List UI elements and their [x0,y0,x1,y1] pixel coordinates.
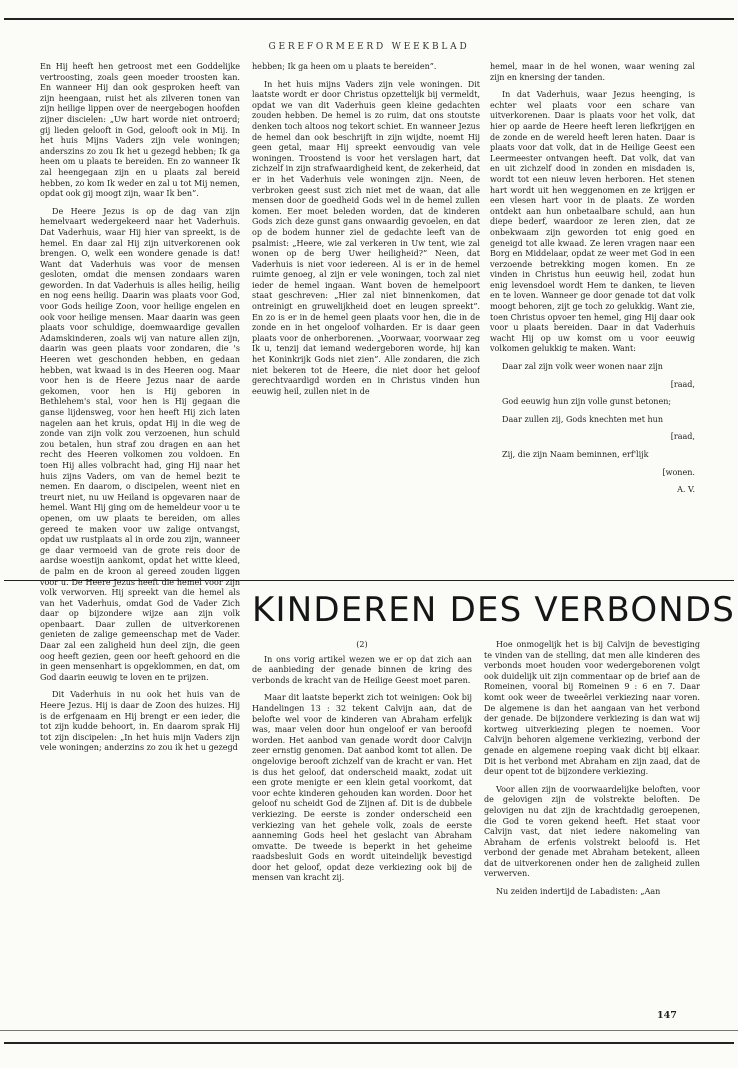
section-rule [4,580,734,581]
paragraph: In ons vorig artikel wezen we er op dat zich aan de aanbieding der genade binnen de kring des verbonds de kracht van de Heilige Geest moet paren. [252,654,472,685]
top-rule [4,18,734,20]
scan-edge-line [0,1030,738,1031]
poem-line: Daar zullen zij, Gods knechten met hun [502,414,664,424]
column-1 [40,62,240,1024]
article-title: KINDEREN DES VERBONDS [252,590,736,630]
poem-line-end: [wonen. [662,467,695,477]
article-column-right [484,640,700,1026]
article-column-left [252,640,472,1026]
paragraph: Voor allen zijn de voorwaardelijke beloften, voor de gelovigen zijn de volstrekte beloften. De gelovigen nu dat zijn de krachtdadig geroepenen, die God te voren gekend heeft. Het staat voor Calvijn vast, dat niet iedere nakomeling van Abraham de erfenis volstrekt beloofd is. Het verbond der genade met Abraham betekent, alleen dat de uitverkorenen onder hen de zaligheid zullen verwerven. [484,784,700,879]
paragraph: In dat Vaderhuis, waar Jezus heenging, is echter wel plaats voor een schare van uitverkorenen. Daar is plaats voor het volk, dat hier op aarde de Heere heeft leren liefkrijgen en de zonde en de wereld heeft leren haten. Daar is plaats voor dat volk, dat in de Heilige Geest een Leermeester ontvangen heeft. Dat volk, dat van en uit zichzelf dood in zonden en misdaden is, wordt tot een nieuw leven herboren. Het stenen hart wordt uit hen weggenomen en ze krijgen er een vlesen hart voor in de plaats. Ze worden ontdekt aan hun onbetaalbare schuld, aan hun diepe bederf, waardoor ze leren zien, dat ze onbekwaam zijn geworden tot enig goed en geneigd tot alle kwaad. Ze leren vragen naar een Borg en Middelaar, opdat ze weer met God in een verzoende betrekking mogen komen. En ze vinden in Christus hun eeuwig heil, zodat hun enig levensdoel wordt Hem te danken, te lieven en te loven. Wanneer ge door genade tot dat volk moogt behoren, zijt ge toch zo gelukkig. Want zie, toen Christus opvoer ten hemel, ging Hij daar ook voor u plaats bereiden. Daar in dat Vaderhuis wacht Hij op uw komst om u voor eeuwig volkomen gelukkig te maken. Want: [490,90,695,354]
column-2 [252,62,480,570]
paragraph: In het huis mijns Vaders zijn vele woningen. Dit laatste wordt er door Christus opzettelijk bij vermeldt, opdat we van dit Vaderhuis geen kleine gedachten zouden hebben. De hemel is zo ruim, dat ons stoutste denken toch altoos nog tekort schiet. En wanneer Jezus de hemel dan ook beschrijft in zijn wijdte, noemt Hij geen getal, maar Hij spreekt eenvoudig van vele woningen. Troostend is voor het verslagen hart, dat zichzelf in zijn strafwaardigheid kent, de zekerheid, dat er in het Vaderhuis vele woningen zijn. Neen, de verbroken geest sust zich niet met de waan, dat alle mensen door de goedheid Gods wel in de hemel zullen komen. Eer moet beleden worden, dat de kinderen Gods zich deze gunst gans onwaardig gevoelen, en dat op de bodem hunner ziel de gedachte leeft van de psalmist: „Heere, wie zal verkeren in Uw tent, wie zal wonen op de berg Uwer heiligheid?” Neen, dat Vaderhuis is niet voor iedereen. Al is er in de hemel ruimte genoeg, al zijn er vele woningen, toch zal niet ieder de hemel ingaan. Want boven de hemelpoort staat geschreven: „Hier zal niet binnenkomen, dat ontreinigt en gruwelijkheid doet en leugen spreekt”. En zo is er in de hemel geen plaats voor hen, die in de zonde en in het ongeloof volharden. Er is daar geen plaats voor de onherborenen. „Voorwaar, voorwaar zeg Ik u, tenzij dat iemand wedergeboren worde, hij kan het Koninkrijk Gods niet zien”. Alle zondaren, die zich niet bekeren tot de Heere, die niet door het geloof gerechtvaardigd worden en in Christus vinden hun eeuwig heil, zullen niet in de [252,79,480,396]
paragraph: hebben; Ik ga heen om u plaats te bereiden”. [252,62,437,71]
poem-line-end: [raad, [670,432,695,442]
poem-verse [490,362,695,496]
paragraph: Dit Vaderhuis in nu ook het huis van de Heere Jezus. Hij is daar de Zoon des huizes. Hij is de erfgenaam en Hij brengt er een ieder, die tot zijn kudde behoort, in. En daarom sprak Hij tot zijn discipelen: „In het huis mijn Vaders zijn vele woningen; anderzins zo zou ik het u gezegd [40,690,240,753]
paragraph: hemel, maar in de hel wonen, waar wening zal zijn en knersing der tanden. [490,62,695,82]
article-number: (2) [356,640,368,649]
author-signature: A. V. [677,485,695,495]
column-3 [490,62,695,570]
paragraph: De Heere Jezus is op de dag van zijn hemelvaart wedergekeerd naar het Vaderhuis. Dat Vaderhuis, waar Hij hier van spreekt, is de hemel. En daar zal Hij zijn uitverkorenen ook brengen. O, welk een wondere genade is dat! Want dat Vaderhuis was voor de mensen gesloten, omdat die mensen zondaars waren geworden. In dat Vaderhuis is alles heilig, heilig en nog eens heilig. Daarin was plaats voor God, voor Gods heilige Zoon, voor heilige engelen en ook voor heilige mensen. Maar daarin was geen plaats voor schuldige, doemwaardige gevallen Adamskinderen, zoals wij van nature allen zijn, daarin was geen plaats voor zondaren, die 's Heeren wet geschonden hebben, en gedaan hebben, wat kwaad is in des Heeren oog. Maar voor hen is de Heere Jezus naar de aarde gekomen, voor hen is Hij geboren in Bethlehem's stal, voor hen is Hij gegaan die ganse lijdensweg, voor hen heeft Hij zich laten nagelen aan het kruis, opdat Hij in die weg de zonde van zijn volk zou verzoenen, hun schuld zou betalen, hun straf zou dragen en aan het recht des Heeren volkomen zou voldoen. En toen Hij alles volbracht had, ging Hij naar het huis zijns Vaders, om van de hemel bezit te nemen. En daarom, o discipelen, weent niet en treurt niet, nu uw Heiland is opgevaren naar de hemel. Want Hij ging om de hemeldeur voor u te openen, om uw plaats te bereiden, om alles gereed te maken voor uw zalige ontvangst, opdat uw rustplaats al in orde zou zijn, wanneer ge daar vermoeid van de grote reis door de aardse woestijn aankomt, opdat het witte kleed, de palm en de kroon al gereed zouden liggen voor u. De Heere Jezus heeft die hemel voor zijn volk verworven. Hij spreekt van die hemel als van het Vaderhuis, omdat God de Vader Zich daar op bijzondere wijze aan zijn volk openbaart. Daar zullen de uitverkorenen genieten de zalige gemeenschap met de Vader. Daar zal een zaligheid hun deel zijn, die geen oog heeft gezien, geen oor heeft gehoord en die in geen mensenhart is opgeklommen, en dat, om God daarin eeuwig te loven en te prijzen. [40,206,240,682]
page-number: 147 [657,1010,677,1021]
paragraph: En Hij heeft hen getroost met een Goddelijke vertroosting, zoals geen moeder troosten kan. En wanneer Hij dan ook gesproken heeft van zijn heengaan, ruist het als zilveren tonen van zijn heilige lippen over de neergebogen hoofden zijner discielen: „Uw hart worde niet ontroerd; gij lieden gelooft in God, gelooft ook in Mij. In het huis Mijns Vaders zijn vele woningen; anderszins zo zou Ik het u gezegd hebben; Ik ga heen om u plaats te bereiden. En zo wanneer Ik zal heengegaan zijn en u plaats zal bereid hebben, zo kom Ik weder en zal u tot Mij nemen, opdat ook gij moogt zijn, waar Ik ben”. [40,62,240,199]
running-header: GEREFORMEERD WEEKBLAD [268,42,470,52]
poem-line: Zij, die zijn Naam beminnen, erf'lijk [502,450,649,459]
paragraph: Hoe onmogelijk het is bij Calvijn de bevestiging te vinden van de stelling, dat men alle kinderen des verbonds moet houden voor wedergeborenen volgt ook duidelijk uit zijn commentaar op de brief aan de Romeinen, vooral bij Romeinen 9 : 6 en 7. Daar komt ook weer de tweeërlei verkiezing naar voren. De algemene is dan het aangaan van het verbond der genade. De bijzondere verkiezing is dan wat wij kortweg uitverkiezing plegen te noemen. Voor Calvijn behoren algemene verkiezing, verbond der genade en algemene roeping vaak dicht bij elkaar. Dit is het verbond met Abraham en zijn zaad, dat de deur opent tot de bijzondere verkiezing. [484,640,700,777]
poem-line: God eeuwig hun zijn volle gunst betonen; [502,397,672,407]
poem-line: Daar zal zijn volk weer wonen naar zijn [502,362,663,372]
paragraph: Maar dit laatste beperkt zich tot weinigen: Ook bij Handelingen 13 : 32 tekent Calvijn aan, dat de belofte wel voor de kinderen van Abraham erfelijk was, maar velen door hun ongeloof er van beroofd worden. Het aanbod van genade wordt door Calvijn zeer ernstig genomen. Dat aanbod komt tot allen. De ongelovige berooft zichzelf van de kracht er van. Het is dus het geloof, dat onderscheid maakt, zodat uit een grote menigte er een klein getal voorkomt, dat voor echte kinderen gehouden kan worden. Door het geloof nu scheidt God de Zijnen af. Dit is de dubbele verkiezing. De eerste is zonder onderscheid een verkiezing van het gehele volk, zoals de eerste aanneming Gods heel het geslacht van Abraham omvatte. De tweede is beperkt in het geheime raadsbesluit Gods en wordt uiteindelijk bevestigd door het geloof, opdat deze verkiezing ook bij de mensen van kracht zij. [252,693,472,883]
paragraph: Nu zeiden indertijd de Labadisten: „Aan [496,887,661,897]
bottom-rule [4,1042,734,1044]
poem-line-end: [raad, [670,379,695,389]
